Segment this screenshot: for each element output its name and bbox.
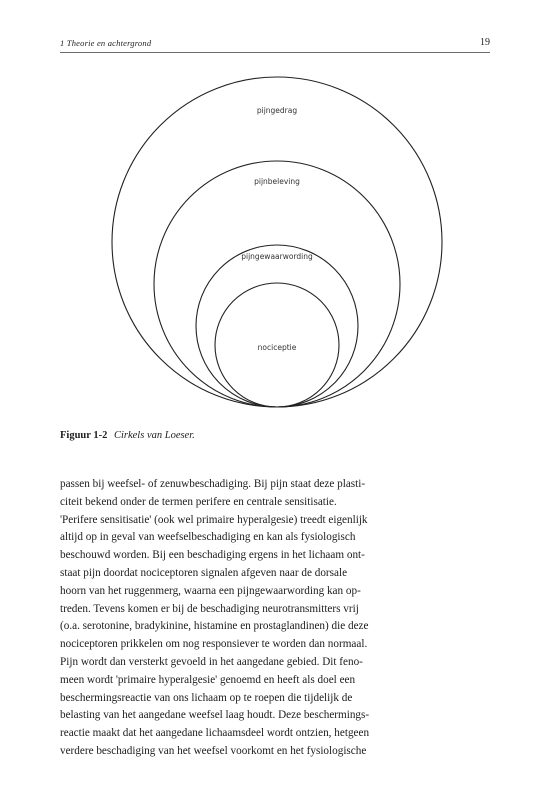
running-head (60, 36, 490, 53)
text-line: meen wordt 'primaire hyperalgesie' genoemd en heeft als doel een (60, 673, 356, 686)
circle-pijngewaarwording (196, 245, 358, 407)
label-nociceptie: nociceptie (257, 343, 297, 352)
caption-title: Cirkels van Loeser. (113, 430, 195, 441)
text-line: citeit bekend onder de termen perifere en centrale sensitisatie. (60, 495, 337, 508)
text-line: belasting van het aangedane weefsel laag houdt. Deze beschermings- (60, 709, 370, 722)
text-line: passen bij weefsel- of zenuwbeschadiging. Bij pijn staat deze plasti- (60, 478, 366, 490)
text-line: verdere beschadiging van het weefsel voorkomt en het fysiologische (60, 744, 367, 757)
text-line: altijd op in geval van weefselbeschadiging en kan als fysiologisch (60, 531, 356, 544)
text-line: beschouwd worden. Bij een beschadiging ergens in het lichaam ont- (60, 549, 365, 562)
figure-caption (60, 430, 195, 441)
label-pijngedrag: pijngedrag (256, 106, 298, 115)
page-number: 19 (480, 37, 490, 48)
caption-label: Figuur 1-2 (60, 430, 108, 441)
body-paragraph (60, 476, 500, 761)
label-pijngewaarwording: pijngewaarwording (241, 252, 313, 261)
text-line: staat pijn doordat nociceptoren signalen afgeven naar de dorsale (60, 566, 348, 579)
text-line: (o.a. serotonine, bradykinine, histamine en prostaglandinen) die deze (60, 620, 369, 633)
text-line: Pijn wordt dan versterkt gevoeld in het aangedane gebied. Dit feno- (60, 655, 363, 668)
text-line: reactie maakt dat het aangedane lichaamsdeel wordt ontzien, hetgeen (60, 727, 370, 740)
loeser-circles-figure (112, 76, 442, 416)
text-line: nociceptoren prikkelen om nog responsiever te worden dan normaal. (60, 638, 368, 651)
text-line: beschermingsreactie van ons lichaam op te roepen die tijdelijk de (60, 691, 353, 704)
concentric-circles-diagram (112, 76, 442, 416)
text-line: hoorn van het ruggenmerg, waarna een pijngewaarwording kan op- (60, 584, 361, 597)
label-pijnbeleving: pijnbeleving (254, 177, 300, 186)
chapter-title: 1 Theorie en achtergrond (60, 38, 152, 48)
circle-pijnbeleving (154, 161, 400, 407)
text-line: 'Perifere sensitisatie' (ook wel primaire hyperalgesie) treedt eigenlijk (60, 513, 368, 526)
text-line: treden. Tevens komen er bij de beschadiging neurotransmitters vrij (60, 602, 359, 615)
